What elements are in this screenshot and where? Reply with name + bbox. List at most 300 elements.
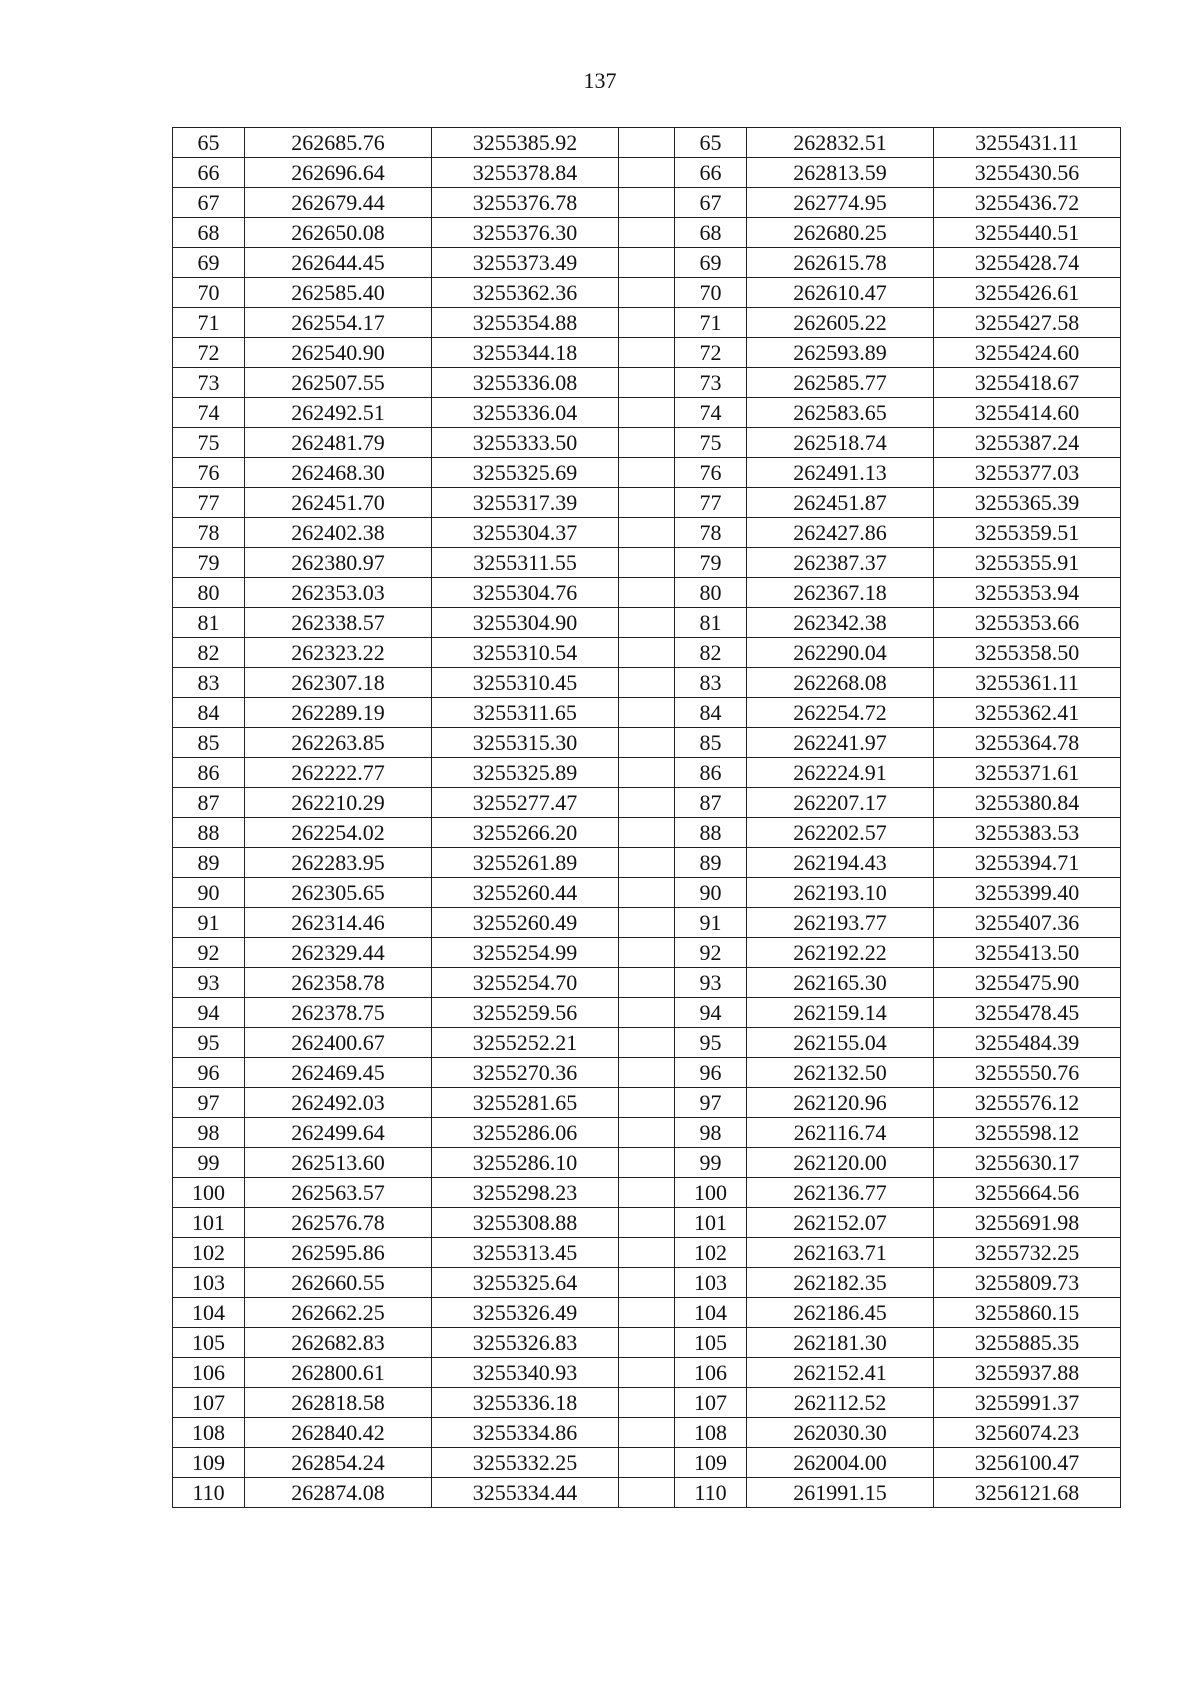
separator-cell bbox=[619, 878, 675, 908]
y-coordinate-cell: 3255376.78 bbox=[432, 188, 619, 218]
x-coordinate-cell-right: 262181.30 bbox=[747, 1328, 934, 1358]
x-coordinate-cell-right: 262165.30 bbox=[747, 968, 934, 998]
x-coordinate-cell: 262492.51 bbox=[245, 398, 432, 428]
point-number-cell: 110 bbox=[173, 1478, 245, 1508]
y-coordinate-cell: 3255286.06 bbox=[432, 1118, 619, 1148]
y-coordinate-cell: 3255304.76 bbox=[432, 578, 619, 608]
point-number-cell: 68 bbox=[173, 218, 245, 248]
point-number-cell-right: 88 bbox=[675, 818, 747, 848]
y-coordinate-cell: 3255260.49 bbox=[432, 908, 619, 938]
x-coordinate-cell-right: 262004.00 bbox=[747, 1448, 934, 1478]
y-coordinate-cell-right: 3255860.15 bbox=[934, 1298, 1121, 1328]
point-number-cell-right: 101 bbox=[675, 1208, 747, 1238]
table-row bbox=[173, 338, 1121, 368]
table-row bbox=[173, 1208, 1121, 1238]
x-coordinate-cell-right: 262224.91 bbox=[747, 758, 934, 788]
y-coordinate-cell-right: 3255358.50 bbox=[934, 638, 1121, 668]
point-number-cell-right: 109 bbox=[675, 1448, 747, 1478]
x-coordinate-cell: 262507.55 bbox=[245, 368, 432, 398]
x-coordinate-cell-right: 262193.77 bbox=[747, 908, 934, 938]
x-coordinate-cell: 262874.08 bbox=[245, 1478, 432, 1508]
x-coordinate-cell-right: 262387.37 bbox=[747, 548, 934, 578]
point-number-cell: 102 bbox=[173, 1238, 245, 1268]
x-coordinate-cell: 262378.75 bbox=[245, 998, 432, 1028]
x-coordinate-cell-right: 262491.13 bbox=[747, 458, 934, 488]
y-coordinate-cell: 3255310.45 bbox=[432, 668, 619, 698]
y-coordinate-cell-right: 3255732.25 bbox=[934, 1238, 1121, 1268]
table-row bbox=[173, 1388, 1121, 1418]
point-number-cell: 106 bbox=[173, 1358, 245, 1388]
separator-cell bbox=[619, 728, 675, 758]
point-number-cell: 66 bbox=[173, 158, 245, 188]
page-number: 137 bbox=[583, 68, 617, 93]
point-number-cell: 80 bbox=[173, 578, 245, 608]
table-row bbox=[173, 188, 1121, 218]
separator-cell bbox=[619, 698, 675, 728]
separator-cell bbox=[619, 428, 675, 458]
x-coordinate-cell: 262222.77 bbox=[245, 758, 432, 788]
point-number-cell-right: 73 bbox=[675, 368, 747, 398]
y-coordinate-cell: 3255325.89 bbox=[432, 758, 619, 788]
point-number-cell: 88 bbox=[173, 818, 245, 848]
x-coordinate-cell: 262492.03 bbox=[245, 1088, 432, 1118]
coordinates-table-body bbox=[173, 128, 1121, 1508]
table-row bbox=[173, 398, 1121, 428]
table-row bbox=[173, 998, 1121, 1028]
point-number-cell: 107 bbox=[173, 1388, 245, 1418]
separator-cell bbox=[619, 1418, 675, 1448]
x-coordinate-cell-right: 262583.65 bbox=[747, 398, 934, 428]
point-number-cell: 70 bbox=[173, 278, 245, 308]
y-coordinate-cell-right: 3255630.17 bbox=[934, 1148, 1121, 1178]
point-number-cell: 92 bbox=[173, 938, 245, 968]
point-number-cell: 86 bbox=[173, 758, 245, 788]
y-coordinate-cell-right: 3255355.91 bbox=[934, 548, 1121, 578]
point-number-cell-right: 82 bbox=[675, 638, 747, 668]
x-coordinate-cell: 262540.90 bbox=[245, 338, 432, 368]
x-coordinate-cell-right: 261991.15 bbox=[747, 1478, 934, 1508]
point-number-cell-right: 104 bbox=[675, 1298, 747, 1328]
point-number-cell-right: 71 bbox=[675, 308, 747, 338]
point-number-cell: 65 bbox=[173, 128, 245, 158]
separator-cell bbox=[619, 1028, 675, 1058]
x-coordinate-cell-right: 262680.25 bbox=[747, 218, 934, 248]
table-row bbox=[173, 548, 1121, 578]
separator-cell bbox=[619, 458, 675, 488]
point-number-cell-right: 68 bbox=[675, 218, 747, 248]
x-coordinate-cell: 262660.55 bbox=[245, 1268, 432, 1298]
table-row bbox=[173, 368, 1121, 398]
table-row bbox=[173, 878, 1121, 908]
x-coordinate-cell-right: 262241.97 bbox=[747, 728, 934, 758]
point-number-cell-right: 92 bbox=[675, 938, 747, 968]
x-coordinate-cell: 262563.57 bbox=[245, 1178, 432, 1208]
table-row bbox=[173, 1238, 1121, 1268]
x-coordinate-cell-right: 262290.04 bbox=[747, 638, 934, 668]
x-coordinate-cell: 262283.95 bbox=[245, 848, 432, 878]
table-row bbox=[173, 248, 1121, 278]
point-number-cell-right: 95 bbox=[675, 1028, 747, 1058]
y-coordinate-cell-right: 3255664.56 bbox=[934, 1178, 1121, 1208]
y-coordinate-cell: 3255266.20 bbox=[432, 818, 619, 848]
point-number-cell-right: 67 bbox=[675, 188, 747, 218]
coordinates-table bbox=[172, 127, 1121, 1508]
x-coordinate-cell: 262380.97 bbox=[245, 548, 432, 578]
y-coordinate-cell: 3255313.45 bbox=[432, 1238, 619, 1268]
y-coordinate-cell: 3255286.10 bbox=[432, 1148, 619, 1178]
x-coordinate-cell: 262585.40 bbox=[245, 278, 432, 308]
x-coordinate-cell: 262854.24 bbox=[245, 1448, 432, 1478]
y-coordinate-cell: 3255376.30 bbox=[432, 218, 619, 248]
x-coordinate-cell-right: 262342.38 bbox=[747, 608, 934, 638]
y-coordinate-cell: 3255336.04 bbox=[432, 398, 619, 428]
separator-cell bbox=[619, 1148, 675, 1178]
point-number-cell-right: 75 bbox=[675, 428, 747, 458]
x-coordinate-cell-right: 262159.14 bbox=[747, 998, 934, 1028]
x-coordinate-cell-right: 262194.43 bbox=[747, 848, 934, 878]
point-number-cell-right: 107 bbox=[675, 1388, 747, 1418]
point-number-cell: 109 bbox=[173, 1448, 245, 1478]
y-coordinate-cell: 3255270.36 bbox=[432, 1058, 619, 1088]
x-coordinate-cell: 262451.70 bbox=[245, 488, 432, 518]
y-coordinate-cell: 3255333.50 bbox=[432, 428, 619, 458]
table-row bbox=[173, 1178, 1121, 1208]
separator-cell bbox=[619, 1358, 675, 1388]
y-coordinate-cell-right: 3255430.56 bbox=[934, 158, 1121, 188]
point-number-cell-right: 66 bbox=[675, 158, 747, 188]
x-coordinate-cell: 262650.08 bbox=[245, 218, 432, 248]
table-row bbox=[173, 698, 1121, 728]
table-row bbox=[173, 1058, 1121, 1088]
table-row bbox=[173, 638, 1121, 668]
table-row bbox=[173, 278, 1121, 308]
separator-cell bbox=[619, 1268, 675, 1298]
y-coordinate-cell-right: 3255394.71 bbox=[934, 848, 1121, 878]
point-number-cell: 101 bbox=[173, 1208, 245, 1238]
separator-cell bbox=[619, 188, 675, 218]
x-coordinate-cell-right: 262518.74 bbox=[747, 428, 934, 458]
y-coordinate-cell: 3255325.64 bbox=[432, 1268, 619, 1298]
separator-cell bbox=[619, 608, 675, 638]
x-coordinate-cell: 262468.30 bbox=[245, 458, 432, 488]
x-coordinate-cell-right: 262610.47 bbox=[747, 278, 934, 308]
x-coordinate-cell: 262307.18 bbox=[245, 668, 432, 698]
point-number-cell-right: 90 bbox=[675, 878, 747, 908]
x-coordinate-cell-right: 262132.50 bbox=[747, 1058, 934, 1088]
y-coordinate-cell: 3255304.90 bbox=[432, 608, 619, 638]
point-number-cell: 83 bbox=[173, 668, 245, 698]
y-coordinate-cell-right: 3255414.60 bbox=[934, 398, 1121, 428]
point-number-cell: 93 bbox=[173, 968, 245, 998]
separator-cell bbox=[619, 308, 675, 338]
table-row bbox=[173, 1478, 1121, 1508]
separator-cell bbox=[619, 848, 675, 878]
point-number-cell-right: 81 bbox=[675, 608, 747, 638]
table-row bbox=[173, 968, 1121, 998]
x-coordinate-cell: 262469.45 bbox=[245, 1058, 432, 1088]
y-coordinate-cell-right: 3255484.39 bbox=[934, 1028, 1121, 1058]
y-coordinate-cell: 3255385.92 bbox=[432, 128, 619, 158]
x-coordinate-cell-right: 262202.57 bbox=[747, 818, 934, 848]
table-row bbox=[173, 608, 1121, 638]
separator-cell bbox=[619, 338, 675, 368]
separator-cell bbox=[619, 518, 675, 548]
table-row bbox=[173, 668, 1121, 698]
point-number-cell-right: 94 bbox=[675, 998, 747, 1028]
y-coordinate-cell-right: 3255387.24 bbox=[934, 428, 1121, 458]
table-row bbox=[173, 788, 1121, 818]
x-coordinate-cell-right: 262605.22 bbox=[747, 308, 934, 338]
x-coordinate-cell: 262679.44 bbox=[245, 188, 432, 218]
separator-cell bbox=[619, 1238, 675, 1268]
x-coordinate-cell: 262358.78 bbox=[245, 968, 432, 998]
x-coordinate-cell: 262314.46 bbox=[245, 908, 432, 938]
point-number-cell-right: 77 bbox=[675, 488, 747, 518]
x-coordinate-cell: 262800.61 bbox=[245, 1358, 432, 1388]
separator-cell bbox=[619, 968, 675, 998]
y-coordinate-cell: 3255344.18 bbox=[432, 338, 619, 368]
table-row bbox=[173, 1028, 1121, 1058]
separator-cell bbox=[619, 668, 675, 698]
separator-cell bbox=[619, 1058, 675, 1088]
point-number-cell: 103 bbox=[173, 1268, 245, 1298]
y-coordinate-cell-right: 3256100.47 bbox=[934, 1448, 1121, 1478]
y-coordinate-cell-right: 3255377.03 bbox=[934, 458, 1121, 488]
y-coordinate-cell-right: 3255937.88 bbox=[934, 1358, 1121, 1388]
point-number-cell-right: 85 bbox=[675, 728, 747, 758]
y-coordinate-cell-right: 3255478.45 bbox=[934, 998, 1121, 1028]
x-coordinate-cell-right: 262120.00 bbox=[747, 1148, 934, 1178]
x-coordinate-cell: 262289.19 bbox=[245, 698, 432, 728]
y-coordinate-cell-right: 3255691.98 bbox=[934, 1208, 1121, 1238]
point-number-cell-right: 83 bbox=[675, 668, 747, 698]
separator-cell bbox=[619, 1478, 675, 1508]
separator-cell bbox=[619, 1088, 675, 1118]
y-coordinate-cell: 3255310.54 bbox=[432, 638, 619, 668]
y-coordinate-cell: 3255261.89 bbox=[432, 848, 619, 878]
point-number-cell-right: 70 bbox=[675, 278, 747, 308]
y-coordinate-cell-right: 3255424.60 bbox=[934, 338, 1121, 368]
point-number-cell: 104 bbox=[173, 1298, 245, 1328]
separator-cell bbox=[619, 368, 675, 398]
y-coordinate-cell: 3255326.83 bbox=[432, 1328, 619, 1358]
separator-cell bbox=[619, 1178, 675, 1208]
table-row bbox=[173, 158, 1121, 188]
table-row bbox=[173, 1088, 1121, 1118]
y-coordinate-cell-right: 3255383.53 bbox=[934, 818, 1121, 848]
point-number-cell-right: 80 bbox=[675, 578, 747, 608]
table-row bbox=[173, 1328, 1121, 1358]
point-number-cell-right: 97 bbox=[675, 1088, 747, 1118]
y-coordinate-cell: 3255340.93 bbox=[432, 1358, 619, 1388]
separator-cell bbox=[619, 638, 675, 668]
x-coordinate-cell: 262513.60 bbox=[245, 1148, 432, 1178]
x-coordinate-cell: 262595.86 bbox=[245, 1238, 432, 1268]
x-coordinate-cell-right: 262112.52 bbox=[747, 1388, 934, 1418]
point-number-cell: 82 bbox=[173, 638, 245, 668]
point-number-cell-right: 98 bbox=[675, 1118, 747, 1148]
point-number-cell: 73 bbox=[173, 368, 245, 398]
y-coordinate-cell: 3255254.99 bbox=[432, 938, 619, 968]
y-coordinate-cell-right: 3255427.58 bbox=[934, 308, 1121, 338]
y-coordinate-cell: 3255332.25 bbox=[432, 1448, 619, 1478]
point-number-cell: 72 bbox=[173, 338, 245, 368]
point-number-cell: 77 bbox=[173, 488, 245, 518]
point-number-cell-right: 89 bbox=[675, 848, 747, 878]
point-number-cell-right: 69 bbox=[675, 248, 747, 278]
point-number-cell-right: 87 bbox=[675, 788, 747, 818]
table-row bbox=[173, 488, 1121, 518]
table-row bbox=[173, 458, 1121, 488]
point-number-cell: 85 bbox=[173, 728, 245, 758]
x-coordinate-cell-right: 262186.45 bbox=[747, 1298, 934, 1328]
point-number-cell-right: 65 bbox=[675, 128, 747, 158]
separator-cell bbox=[619, 158, 675, 188]
point-number-cell: 96 bbox=[173, 1058, 245, 1088]
x-coordinate-cell-right: 262774.95 bbox=[747, 188, 934, 218]
table-row bbox=[173, 518, 1121, 548]
point-number-cell: 105 bbox=[173, 1328, 245, 1358]
x-coordinate-cell: 262210.29 bbox=[245, 788, 432, 818]
x-coordinate-cell: 262554.17 bbox=[245, 308, 432, 338]
separator-cell bbox=[619, 278, 675, 308]
y-coordinate-cell: 3255336.18 bbox=[432, 1388, 619, 1418]
x-coordinate-cell-right: 262116.74 bbox=[747, 1118, 934, 1148]
point-number-cell: 78 bbox=[173, 518, 245, 548]
point-number-cell: 79 bbox=[173, 548, 245, 578]
point-number-cell: 89 bbox=[173, 848, 245, 878]
separator-cell bbox=[619, 128, 675, 158]
y-coordinate-cell-right: 3255359.51 bbox=[934, 518, 1121, 548]
point-number-cell: 81 bbox=[173, 608, 245, 638]
y-coordinate-cell: 3255315.30 bbox=[432, 728, 619, 758]
separator-cell bbox=[619, 818, 675, 848]
y-coordinate-cell-right: 3255576.12 bbox=[934, 1088, 1121, 1118]
y-coordinate-cell: 3255260.44 bbox=[432, 878, 619, 908]
separator-cell bbox=[619, 1448, 675, 1478]
separator-cell bbox=[619, 908, 675, 938]
y-coordinate-cell: 3255304.37 bbox=[432, 518, 619, 548]
point-number-cell: 84 bbox=[173, 698, 245, 728]
separator-cell bbox=[619, 218, 675, 248]
x-coordinate-cell-right: 262268.08 bbox=[747, 668, 934, 698]
point-number-cell: 67 bbox=[173, 188, 245, 218]
x-coordinate-cell-right: 262451.87 bbox=[747, 488, 934, 518]
x-coordinate-cell: 262644.45 bbox=[245, 248, 432, 278]
table-row bbox=[173, 428, 1121, 458]
point-number-cell: 108 bbox=[173, 1418, 245, 1448]
x-coordinate-cell: 262338.57 bbox=[245, 608, 432, 638]
point-number-cell: 94 bbox=[173, 998, 245, 1028]
y-coordinate-cell: 3255336.08 bbox=[432, 368, 619, 398]
separator-cell bbox=[619, 1118, 675, 1148]
y-coordinate-cell: 3255373.49 bbox=[432, 248, 619, 278]
y-coordinate-cell: 3255281.65 bbox=[432, 1088, 619, 1118]
table-row bbox=[173, 1118, 1121, 1148]
point-number-cell: 75 bbox=[173, 428, 245, 458]
x-coordinate-cell: 262576.78 bbox=[245, 1208, 432, 1238]
y-coordinate-cell-right: 3256121.68 bbox=[934, 1478, 1121, 1508]
separator-cell bbox=[619, 488, 675, 518]
y-coordinate-cell: 3255317.39 bbox=[432, 488, 619, 518]
point-number-cell-right: 106 bbox=[675, 1358, 747, 1388]
y-coordinate-cell-right: 3255362.41 bbox=[934, 698, 1121, 728]
point-number-cell: 76 bbox=[173, 458, 245, 488]
x-coordinate-cell: 262696.64 bbox=[245, 158, 432, 188]
point-number-cell: 74 bbox=[173, 398, 245, 428]
y-coordinate-cell-right: 3255418.67 bbox=[934, 368, 1121, 398]
table-row bbox=[173, 1418, 1121, 1448]
y-coordinate-cell-right: 3255380.84 bbox=[934, 788, 1121, 818]
separator-cell bbox=[619, 758, 675, 788]
y-coordinate-cell: 3255334.44 bbox=[432, 1478, 619, 1508]
x-coordinate-cell: 262682.83 bbox=[245, 1328, 432, 1358]
y-coordinate-cell-right: 3255361.11 bbox=[934, 668, 1121, 698]
point-number-cell: 95 bbox=[173, 1028, 245, 1058]
table-row bbox=[173, 1268, 1121, 1298]
point-number-cell: 97 bbox=[173, 1088, 245, 1118]
x-coordinate-cell: 262353.03 bbox=[245, 578, 432, 608]
x-coordinate-cell-right: 262585.77 bbox=[747, 368, 934, 398]
separator-cell bbox=[619, 1328, 675, 1358]
table-row bbox=[173, 308, 1121, 338]
table-row bbox=[173, 128, 1121, 158]
x-coordinate-cell: 262329.44 bbox=[245, 938, 432, 968]
table-row bbox=[173, 938, 1121, 968]
separator-cell bbox=[619, 578, 675, 608]
table-row bbox=[173, 758, 1121, 788]
y-coordinate-cell: 3255334.86 bbox=[432, 1418, 619, 1448]
point-number-cell-right: 91 bbox=[675, 908, 747, 938]
point-number-cell-right: 86 bbox=[675, 758, 747, 788]
y-coordinate-cell-right: 3255371.61 bbox=[934, 758, 1121, 788]
point-number-cell: 99 bbox=[173, 1148, 245, 1178]
point-number-cell: 71 bbox=[173, 308, 245, 338]
x-coordinate-cell-right: 262615.78 bbox=[747, 248, 934, 278]
y-coordinate-cell-right: 3255431.11 bbox=[934, 128, 1121, 158]
y-coordinate-cell: 3255308.88 bbox=[432, 1208, 619, 1238]
x-coordinate-cell-right: 262193.10 bbox=[747, 878, 934, 908]
table-row bbox=[173, 578, 1121, 608]
point-number-cell: 69 bbox=[173, 248, 245, 278]
y-coordinate-cell: 3255378.84 bbox=[432, 158, 619, 188]
x-coordinate-cell-right: 262192.22 bbox=[747, 938, 934, 968]
table-row bbox=[173, 728, 1121, 758]
y-coordinate-cell-right: 3255809.73 bbox=[934, 1268, 1121, 1298]
y-coordinate-cell-right: 3255885.35 bbox=[934, 1328, 1121, 1358]
table-row bbox=[173, 818, 1121, 848]
x-coordinate-cell-right: 262832.51 bbox=[747, 128, 934, 158]
table-row bbox=[173, 848, 1121, 878]
point-number-cell: 91 bbox=[173, 908, 245, 938]
point-number-cell-right: 72 bbox=[675, 338, 747, 368]
y-coordinate-cell-right: 3255353.66 bbox=[934, 608, 1121, 638]
x-coordinate-cell: 262662.25 bbox=[245, 1298, 432, 1328]
table-row bbox=[173, 1298, 1121, 1328]
y-coordinate-cell-right: 3255550.76 bbox=[934, 1058, 1121, 1088]
x-coordinate-cell-right: 262813.59 bbox=[747, 158, 934, 188]
point-number-cell-right: 105 bbox=[675, 1328, 747, 1358]
point-number-cell-right: 99 bbox=[675, 1148, 747, 1178]
x-coordinate-cell-right: 262427.86 bbox=[747, 518, 934, 548]
point-number-cell-right: 76 bbox=[675, 458, 747, 488]
x-coordinate-cell: 262263.85 bbox=[245, 728, 432, 758]
x-coordinate-cell-right: 262207.17 bbox=[747, 788, 934, 818]
table-row bbox=[173, 1448, 1121, 1478]
x-coordinate-cell-right: 262030.30 bbox=[747, 1418, 934, 1448]
x-coordinate-cell: 262818.58 bbox=[245, 1388, 432, 1418]
separator-cell bbox=[619, 938, 675, 968]
